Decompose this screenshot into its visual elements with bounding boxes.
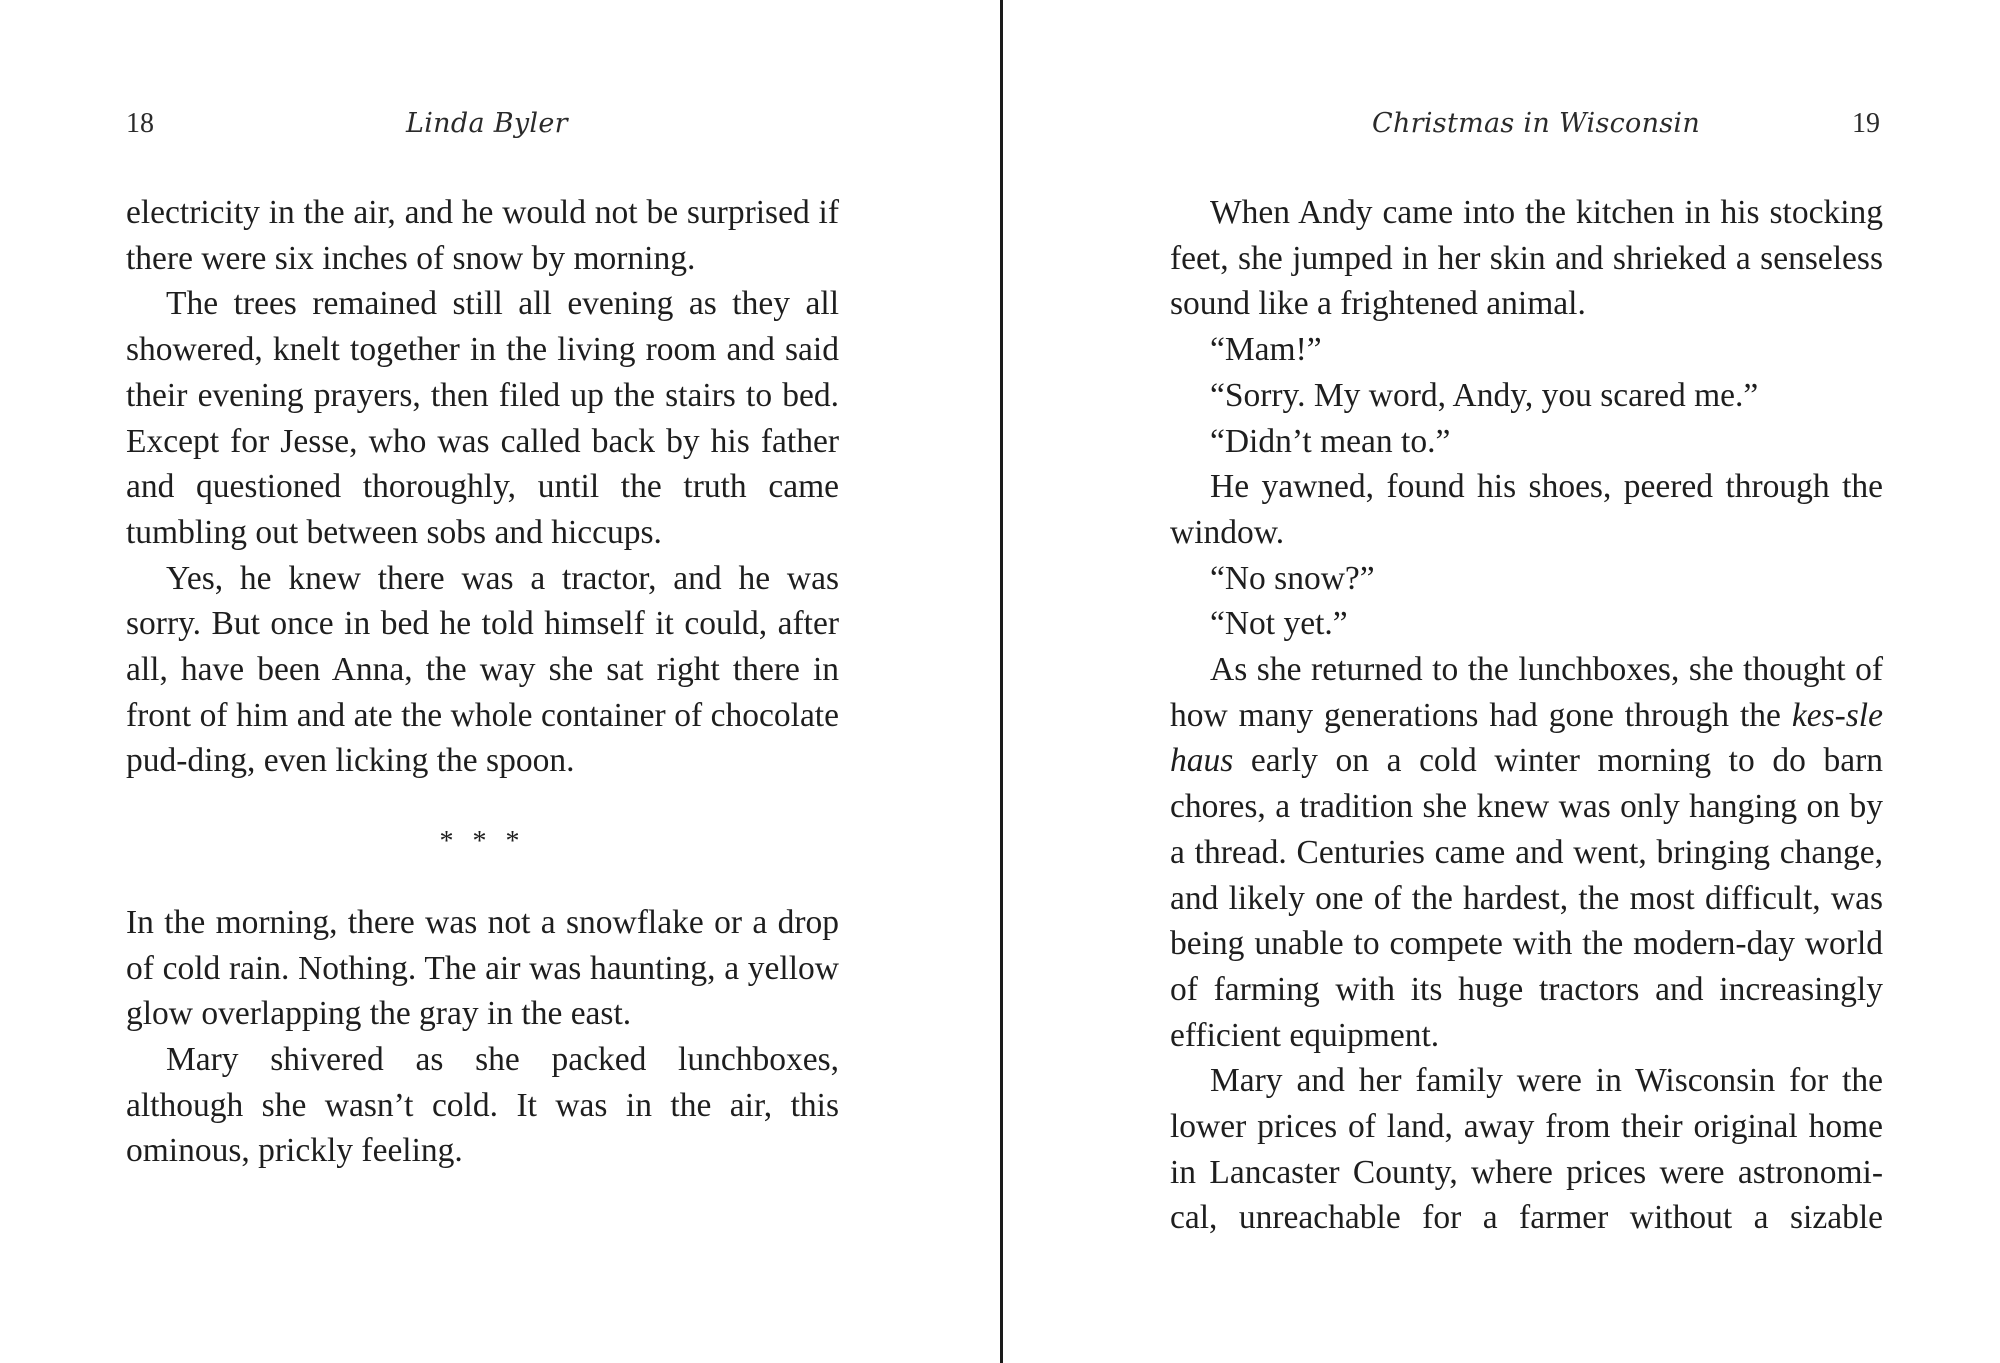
- right-page: [1006, 0, 2000, 1363]
- paragraph-text: early on a cold winter morning to do barn chores, a tradition she knew was only hanging on by a thread. Centuries came and went, bringing change, and likely one of the hardest, the most difficult, was being unable to compete with the modern-day world of farming with its huge tractors and increasingly efficient equipment.: [1170, 742, 1883, 1054]
- paragraph: Mary shivered as she packed lunchboxes, although she wasn’t cold. It was in the air, this ominous, prickly feeling.: [126, 1040, 839, 1170]
- left-body-text: [126, 190, 839, 1174]
- dialogue-line: “Didn’t mean to.”: [1210, 422, 1451, 460]
- right-page-number: 19: [1852, 108, 1880, 139]
- paragraph: [1170, 647, 1883, 1058]
- dialogue-line: “Sorry. My word, Andy, you scared me.”: [1210, 376, 1759, 414]
- dialogue-line: “Not yet.”: [1210, 605, 1348, 643]
- paragraph: In the morning, there was not a snowflake or a drop of cold rain. Nothing. The air was haunting, a yellow glow overlapping the gray in the east.: [126, 903, 839, 1033]
- left-running-head: Linda Byler: [406, 108, 568, 139]
- dialogue-line: “No snow?”: [1210, 559, 1375, 597]
- left-page-number: 18: [126, 108, 154, 139]
- right-body-text: [1170, 190, 1883, 1241]
- paragraph: The trees remained still all evening as they all showered, knelt together in the living room and said their evening prayers, then filed up the stairs to bed. Except for Jesse, who was called back by his father and questioned thoroughly, until the truth came tumbling out between sobs and hiccups.: [126, 285, 839, 551]
- paragraph: Mary and her family were in Wisconsin for the lower prices of land, away from their original home in Lancaster County, where prices were astronomi-cal, unreachable for a farmer without a sizable: [1170, 1062, 1883, 1237]
- paragraph: He yawned, found his shoes, peered through the window.: [1170, 468, 1883, 551]
- scene-break: * * *: [439, 826, 526, 858]
- paragraph-text: As she returned to the lunchboxes, she thought of how many generations had gone through the: [1170, 651, 1883, 734]
- book-gutter-line: [1000, 0, 1003, 1363]
- paragraph: Yes, he knew there was a tractor, and he was sorry. But once in bed he told himself it could, after all, have been Anna, the way she sat right there in front of him and ate the whole container of chocolate pud-ding, even licking the spoon.: [126, 559, 839, 780]
- right-running-head: Christmas in Wisconsin: [1372, 108, 1701, 139]
- dialogue-line: “Mam!”: [1210, 331, 1322, 369]
- italic-term: kes-sle haus: [1170, 696, 1883, 780]
- paragraph: When Andy came into the kitchen in his stocking feet, she jumped in her skin and shrieked a senseless sound like a frightened animal.: [1170, 194, 1883, 323]
- paragraph: electricity in the air, and he would not be surprised if there were six inches of snow by morning.: [126, 194, 839, 277]
